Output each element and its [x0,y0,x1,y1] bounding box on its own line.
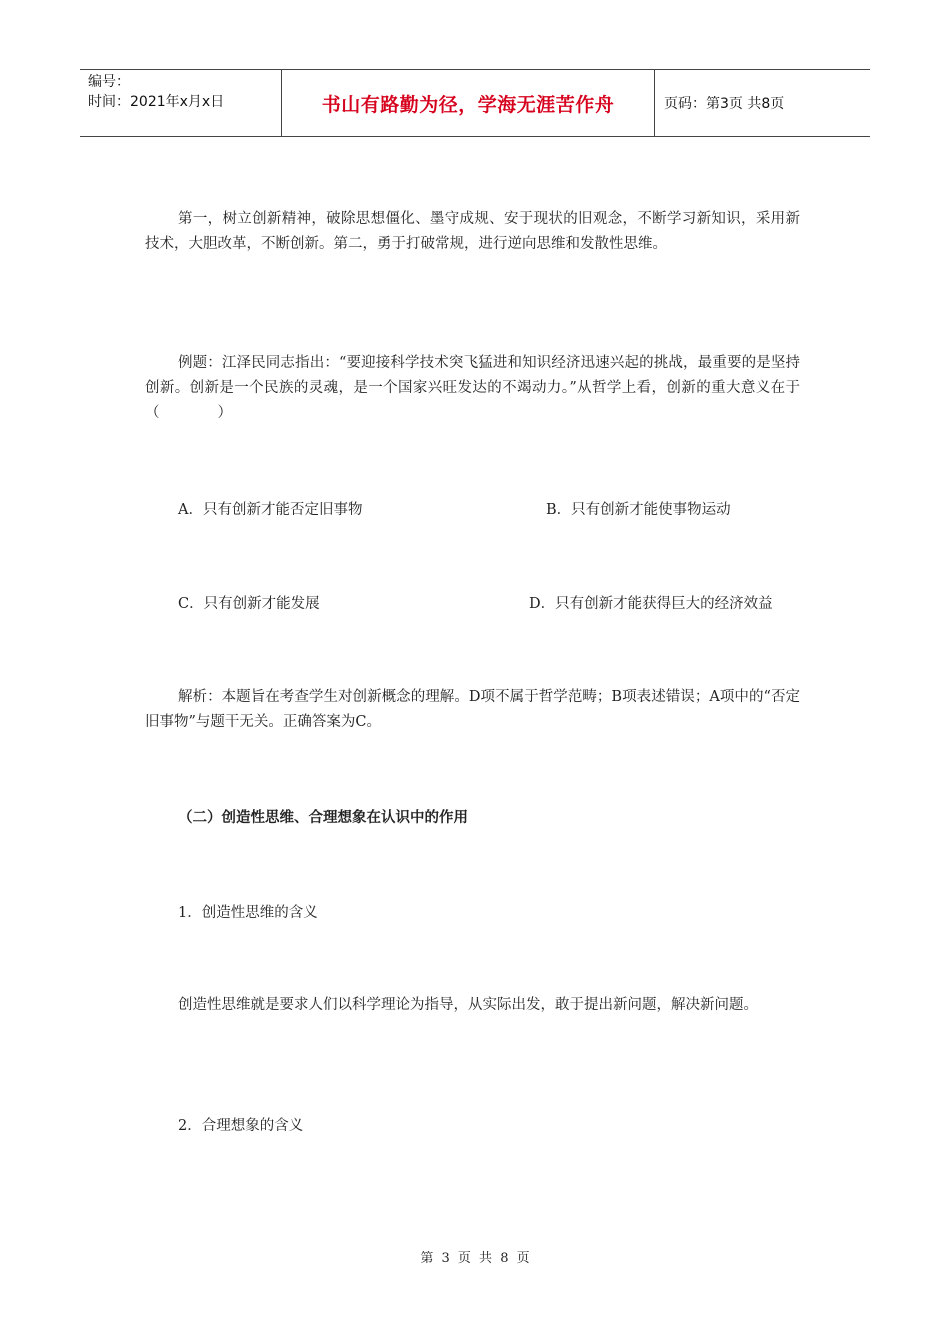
option-a: A．只有创新才能否定旧事物 [178,502,363,518]
option-b: B．只有创新才能使事物运动 [546,502,731,518]
answer-analysis: 解析：本题旨在考查学生对创新概念的理解。D项不属于哲学范畴；B项表述错误；A项中的“否定旧事物”与题干无关。正确答案为C。 [145,689,800,730]
item1-title: 1．创造性思维的含义 [178,905,318,921]
header-top-rule [80,69,870,70]
example-question: 例题：江泽民同志指出：“要迎接科学技术突飞猛进和知识经济迅速兴起的挑战，最重要的是坚持创新。创新是一个民族的灵魂，是一个国家兴旺发达的不竭动力。”从哲学上看，创新的重大意义在于（ ） [145,355,800,421]
option-d: D．只有创新才能获得巨大的经济效益 [529,596,773,612]
paragraph-innovation-spirit: 第一，树立创新精神，破除思想僵化、墨守成规、安于现状的旧观念，不断学习新知识，采用新技术，大胆改革，不断创新。第二，勇于打破常规，进行逆向思维和发散性思维。 [145,211,800,252]
serial-number-label: 编号： [88,74,130,90]
header-motto: 书山有路勤为径，学海无涯苦作舟 [321,94,615,116]
section-heading: （二）创造性思维、合理想象在认识中的作用 [178,810,468,826]
header-divider-right [654,69,655,136]
footer-page-number: 第 3 页 共 8 页 [420,1251,530,1266]
item2-title: 2．合理想象的含义 [178,1118,304,1134]
item1-definition: 创造性思维就是要求人们以科学理论为指导，从实际出发，敢于提出新问题，解决新问题。 [178,997,758,1013]
header-bottom-rule [80,136,870,137]
option-c: C．只有创新才能发展 [178,596,320,612]
date-label: 时间：2021年x月x日 [88,94,225,110]
header-page-number: 页码：第3页 共8页 [664,96,785,112]
